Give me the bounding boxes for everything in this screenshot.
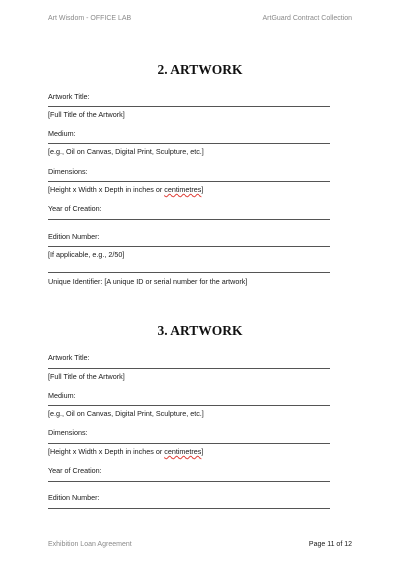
s2-year-label: Year of Creation:: [48, 204, 102, 213]
s3-dimensions-value[interactable]: [48, 447, 203, 456]
footer-document-name: Exhibition Loan Agreement: [48, 541, 132, 548]
s2-dimensions-label: Dimensions:: [48, 167, 88, 176]
s2-unique-identifier[interactable]: Unique Identifier: [A unique ID or serial number for the artwork]: [48, 277, 248, 286]
s2-dimensions-suffix: ]: [201, 185, 204, 194]
s3-artwork-title-line: [48, 368, 330, 369]
s3-year-line[interactable]: [48, 481, 330, 482]
page-number: Page 11 of 12: [308, 541, 352, 548]
s2-dimensions-line: [48, 181, 330, 182]
section-2-title: 2. ARTWORK: [157, 62, 243, 77]
s2-year-line[interactable]: [48, 219, 330, 220]
s3-medium-line: [48, 405, 330, 406]
s3-medium-value[interactable]: [e.g., Oil on Canvas, Digital Print, Sculpture, etc.]: [48, 409, 204, 418]
s2-artwork-title-value[interactable]: [Full Title of the Artwork]: [48, 110, 125, 119]
s2-edition-extra-line: [48, 272, 330, 273]
s2-medium-label: Medium:: [48, 129, 76, 138]
s3-medium-label: Medium:: [48, 391, 76, 400]
s3-edition-line[interactable]: [48, 508, 330, 509]
page-header: [48, 15, 352, 22]
s3-dimensions-suffix: ]: [201, 447, 204, 456]
section-3-title: 3. ARTWORK: [157, 323, 243, 338]
header-left: Art Wisdom - OFFICE LAB: [48, 15, 132, 22]
s3-dimensions-prefix: [Height x Width x Depth in inches or: [48, 447, 165, 456]
s2-edition-value[interactable]: [If applicable, e.g., 2/50]: [48, 250, 125, 259]
s2-edition-label: Edition Number:: [48, 232, 100, 241]
s2-artwork-title-line: [48, 106, 330, 107]
s3-dimensions-unit: centimetres: [164, 447, 202, 456]
s3-dimensions-label: Dimensions:: [48, 428, 88, 437]
s2-dimensions-value[interactable]: [48, 185, 203, 194]
header-right: ArtGuard Contract Collection: [262, 15, 352, 22]
s2-dimensions-unit: centimetres: [164, 185, 202, 194]
s2-dimensions-prefix: [Height x Width x Depth in inches or: [48, 185, 165, 194]
s3-artwork-title-value[interactable]: [Full Title of the Artwork]: [48, 372, 125, 381]
s3-year-label: Year of Creation:: [48, 466, 102, 475]
s3-edition-label: Edition Number:: [48, 493, 100, 502]
s3-artwork-title-label: Artwork Title:: [48, 353, 90, 362]
s2-artwork-title-label: Artwork Title:: [48, 92, 90, 101]
s3-dimensions-line: [48, 443, 330, 444]
s2-edition-line: [48, 246, 330, 247]
s2-medium-value[interactable]: [e.g., Oil on Canvas, Digital Print, Sculpture, etc.]: [48, 147, 204, 156]
s2-medium-line: [48, 143, 330, 144]
page-footer: [48, 541, 352, 548]
